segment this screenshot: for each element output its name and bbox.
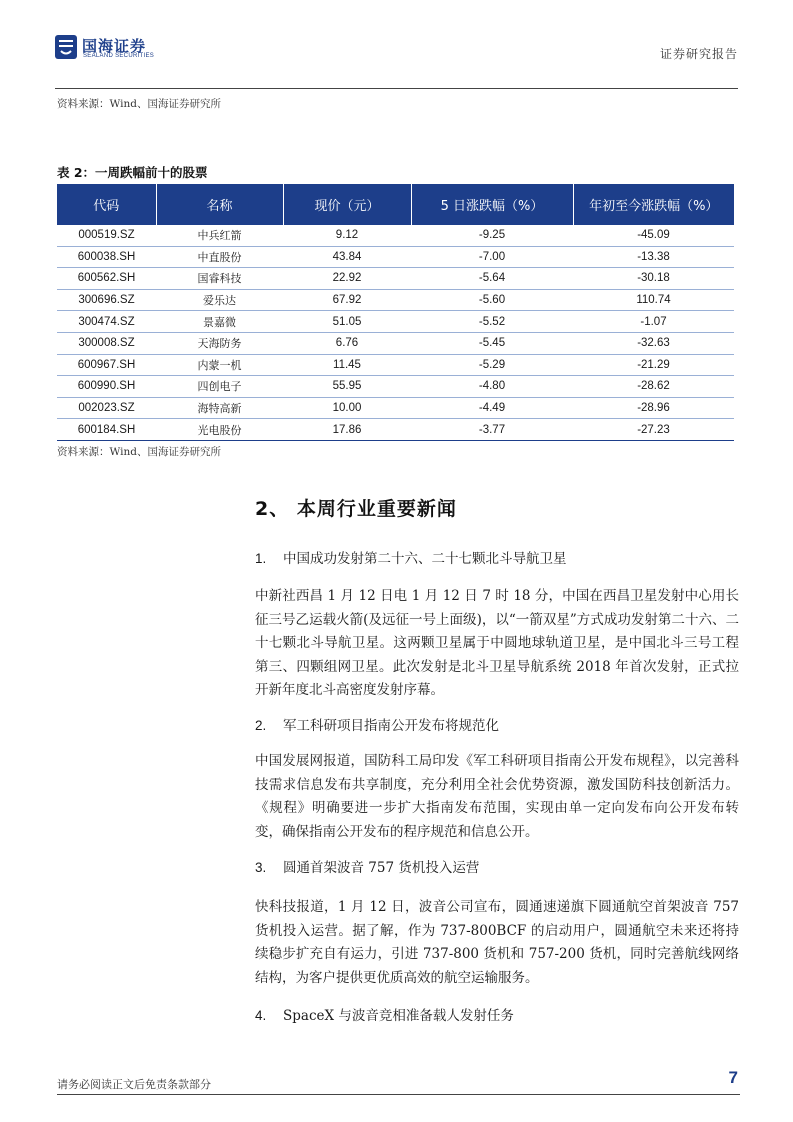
news-item-1-body: 中新社西昌 1 月 12 日电 1 月 12 日 7 时 18 分，中国在西昌卫星发射中心用长征三号乙运载火箭(及远征一号上面级)，以“一箭双星”方式成功发射第二十六、二十七颗北斗导航卫星。这两颗卫星属于中圆地球轨道卫星，是中国北斗三号工程第三、四颗组网卫星。此次发射是北斗卫星导航系统 2018 年首次发射，正式拉开新年度北斗高密度发射序幕。 bbox=[255, 588, 739, 698]
cell-price: 55.95 bbox=[283, 376, 411, 398]
table-row bbox=[57, 268, 734, 290]
cell-code: 600038.SH bbox=[57, 246, 156, 268]
cell-name: 中兵红箭 bbox=[156, 225, 283, 246]
cell-price: 9.12 bbox=[283, 225, 411, 246]
cell-ytd-change: -45.09 bbox=[573, 225, 734, 246]
header-divider bbox=[55, 88, 738, 89]
disclaimer-note: 请务必阅读正文后免责条款部分 bbox=[57, 1078, 211, 1091]
cell-5d-change: -5.60 bbox=[411, 289, 573, 311]
table-row bbox=[57, 246, 734, 268]
cell-name: 内蒙一机 bbox=[156, 354, 283, 376]
table-row bbox=[57, 311, 734, 333]
col-header-5d-change: 5 日涨跌幅（%） bbox=[411, 184, 573, 225]
news-item-1-heading bbox=[255, 547, 567, 567]
cell-5d-change: -5.52 bbox=[411, 311, 573, 333]
report-type-label: 证券研究报告 bbox=[659, 47, 738, 61]
news-item-2-heading bbox=[255, 714, 499, 734]
col-header-code: 代码 bbox=[57, 184, 156, 225]
cell-ytd-change: -27.23 bbox=[573, 419, 734, 441]
cell-code: 000519.SZ bbox=[57, 225, 156, 246]
cell-5d-change: -5.45 bbox=[411, 332, 573, 354]
table-row bbox=[57, 332, 734, 354]
cell-5d-change: -7.00 bbox=[411, 246, 573, 268]
sealand-logo-icon bbox=[55, 35, 77, 59]
cell-price: 43.84 bbox=[283, 246, 411, 268]
news-item-3-title: 圆通首架波音 757 货机投入运营 bbox=[283, 860, 480, 876]
logo-text-en: SEALAND SECURITIES bbox=[83, 53, 155, 59]
cell-price: 17.86 bbox=[283, 419, 411, 441]
cell-price: 67.92 bbox=[283, 289, 411, 311]
cell-name: 景嘉微 bbox=[156, 311, 283, 333]
cell-price: 10.00 bbox=[283, 397, 411, 419]
news-item-2-body: 中国发展网报道，国防科工局印发《军工科研项目指南公开发布规程》，以完善科技需求信息发布共享制度，充分利用全社会优势资源，激发国防科技创新活力。《规程》明确要进一步扩大指南发布范围，实现由单一定向发布向公开发布转变，确保指南公开发布的程序规范和信息公开。 bbox=[255, 753, 739, 840]
cell-name: 四创电子 bbox=[156, 376, 283, 398]
news-item-3-number: 3. bbox=[255, 860, 267, 875]
news-item-1-number: 1. bbox=[255, 551, 267, 566]
cell-name: 国睿科技 bbox=[156, 268, 283, 290]
page-header bbox=[55, 34, 738, 92]
news-item-2-number: 2. bbox=[255, 718, 267, 733]
cell-5d-change: -5.29 bbox=[411, 354, 573, 376]
section-title: 2、 本周行业重要新闻 bbox=[255, 498, 457, 520]
news-item-3-heading bbox=[255, 856, 479, 876]
cell-code: 300008.SZ bbox=[57, 332, 156, 354]
table-source-note: 资料来源：Wind、国海证券研究所 bbox=[57, 446, 221, 458]
cell-code: 600967.SH bbox=[57, 354, 156, 376]
cell-ytd-change: -1.07 bbox=[573, 311, 734, 333]
news-item-4-heading bbox=[255, 1004, 514, 1024]
cell-5d-change: -3.77 bbox=[411, 419, 573, 441]
cell-name: 爱乐达 bbox=[156, 289, 283, 311]
news-item-3-body: 快科技报道，1 月 12 日，波音公司宣布，圆通速递旗下圆通航空首架波音 757 货机投入运营。据了解，作为 737-800BCF 的启动用户，圆通航空未来还将持续稳步扩充自有运力，引进 737-800 货机和 757-200 货机，同时完善航线网络结构，为客户提供更优质高效的航空运输服务。 bbox=[255, 899, 739, 986]
col-header-ytd-change: 年初至今涨跌幅（%） bbox=[573, 184, 734, 225]
cell-name: 光电股份 bbox=[156, 419, 283, 441]
table-row bbox=[57, 225, 734, 246]
cell-ytd-change: 110.74 bbox=[573, 289, 734, 311]
cell-price: 51.05 bbox=[283, 311, 411, 333]
table-row bbox=[57, 397, 734, 419]
news-item-2-title: 军工科研项目指南公开发布将规范化 bbox=[283, 718, 499, 734]
decline-top10-table bbox=[57, 184, 734, 441]
cell-code: 002023.SZ bbox=[57, 397, 156, 419]
cell-price: 6.76 bbox=[283, 332, 411, 354]
table-title: 表 2：一周跌幅前十的股票 bbox=[57, 165, 208, 180]
news-item-1-title: 中国成功发射第二十六、二十七颗北斗导航卫星 bbox=[283, 551, 567, 567]
cell-ytd-change: -13.38 bbox=[573, 246, 734, 268]
cell-ytd-change: -32.63 bbox=[573, 332, 734, 354]
news-item-4-number: 4. bbox=[255, 1008, 267, 1023]
cell-ytd-change: -21.29 bbox=[573, 354, 734, 376]
footer-divider bbox=[57, 1094, 740, 1095]
cell-ytd-change: -28.96 bbox=[573, 397, 734, 419]
cell-price: 11.45 bbox=[283, 354, 411, 376]
table-header-row bbox=[57, 184, 734, 225]
sealand-logo bbox=[55, 34, 175, 62]
cell-ytd-change: -28.62 bbox=[573, 376, 734, 398]
cell-5d-change: -9.25 bbox=[411, 225, 573, 246]
table-row bbox=[57, 419, 734, 441]
cell-code: 600184.SH bbox=[57, 419, 156, 441]
cell-price: 22.92 bbox=[283, 268, 411, 290]
col-header-price: 现价（元） bbox=[283, 184, 411, 225]
col-header-name: 名称 bbox=[156, 184, 283, 225]
logo-text-cn: 国海证券 bbox=[82, 37, 147, 55]
cell-5d-change: -4.49 bbox=[411, 397, 573, 419]
news-item-4-title: SpaceX 与波音竞相准备载人发射任务 bbox=[283, 1008, 514, 1024]
cell-name: 天海防务 bbox=[156, 332, 283, 354]
top-source-note: 资料来源：Wind、国海证券研究所 bbox=[57, 98, 221, 110]
cell-ytd-change: -30.18 bbox=[573, 268, 734, 290]
cell-5d-change: -4.80 bbox=[411, 376, 573, 398]
table-row bbox=[57, 354, 734, 376]
table-row bbox=[57, 289, 734, 311]
cell-5d-change: -5.64 bbox=[411, 268, 573, 290]
cell-code: 300696.SZ bbox=[57, 289, 156, 311]
cell-name: 中直股份 bbox=[156, 246, 283, 268]
cell-code: 300474.SZ bbox=[57, 311, 156, 333]
table-row bbox=[57, 376, 734, 398]
page-number: 7 bbox=[728, 1068, 738, 1087]
cell-name: 海特高新 bbox=[156, 397, 283, 419]
cell-code: 600562.SH bbox=[57, 268, 156, 290]
cell-code: 600990.SH bbox=[57, 376, 156, 398]
